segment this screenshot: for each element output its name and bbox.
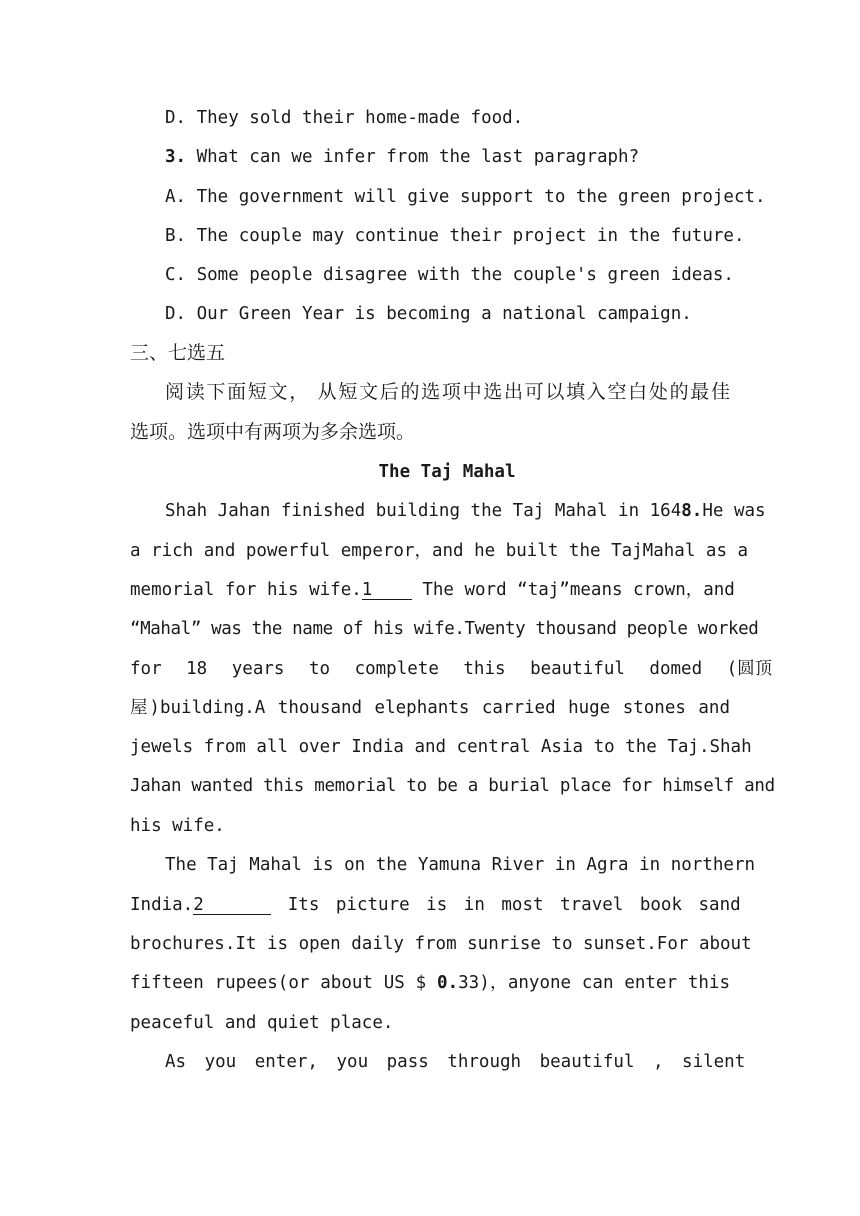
passage-line: jewels from all over India and central Asia to the Taj.Shah: [130, 737, 752, 757]
passage-line: 屋)building.A thousand elephants carried huge stones and: [130, 698, 730, 718]
passage-line: India.2 Its picture is in most travel book sand: [130, 895, 741, 915]
q3-option-a: A. The government will give support to the green project.: [165, 187, 766, 207]
section-instruction-line-2: 选项。选项中有两项为多余选项。: [130, 421, 416, 443]
passage-line: The Taj Mahal is on the Yamuna River in Agra in northern: [165, 855, 756, 875]
passage-line: Jahan wanted this memorial to be a burial place for himself and: [130, 776, 775, 796]
passage-title: The Taj Mahal: [378, 462, 516, 482]
passage-line: As you enter, you pass through beautiful , silent: [165, 1052, 746, 1072]
q3-question: [165, 146, 730, 168]
passage-line: peaceful and quiet place.: [130, 1013, 394, 1033]
q2-option-d: D. They sold their home-made food.: [165, 108, 524, 128]
passage-line: fifteen rupees(or about US $ 0.33)，anyone can enter this: [130, 973, 730, 993]
section-heading: 三、七选五: [130, 342, 226, 364]
q3-option-d: D. Our Green Year is becoming a national campaign.: [165, 304, 692, 324]
passage-line: “Mahal” was the name of his wife.Twenty thousand people worked: [130, 619, 759, 639]
section-instruction-line-1: 阅读下面短文， 从短文后的选项中选出可以填入空白处的最佳: [165, 381, 730, 403]
passage-line: for 18 years to complete this beautiful domed (圆顶: [130, 659, 773, 679]
q3-stem: What can we infer from the last paragraph?: [186, 147, 640, 167]
q3-option-c: C. Some people disagree with the couple's green ideas.: [165, 265, 734, 285]
q3-number: 3.: [165, 147, 187, 167]
blank-1: 1: [362, 581, 412, 600]
passage-line: a rich and powerful emperor，and he built the TajMahal as a: [130, 541, 749, 561]
passage-line: his wife.: [130, 816, 225, 836]
passage-line: Shah Jahan finished building the Taj Mahal in 1648.He was: [165, 501, 766, 521]
q3-option-b: B. The couple may continue their project in the future.: [165, 226, 745, 246]
passage-line: brochures.It is open daily from sunrise to sunset.For about: [130, 934, 752, 954]
passage-line: memorial for his wife.1 The word “taj”means crown，and: [130, 580, 735, 600]
blank-2: 2: [193, 896, 271, 915]
